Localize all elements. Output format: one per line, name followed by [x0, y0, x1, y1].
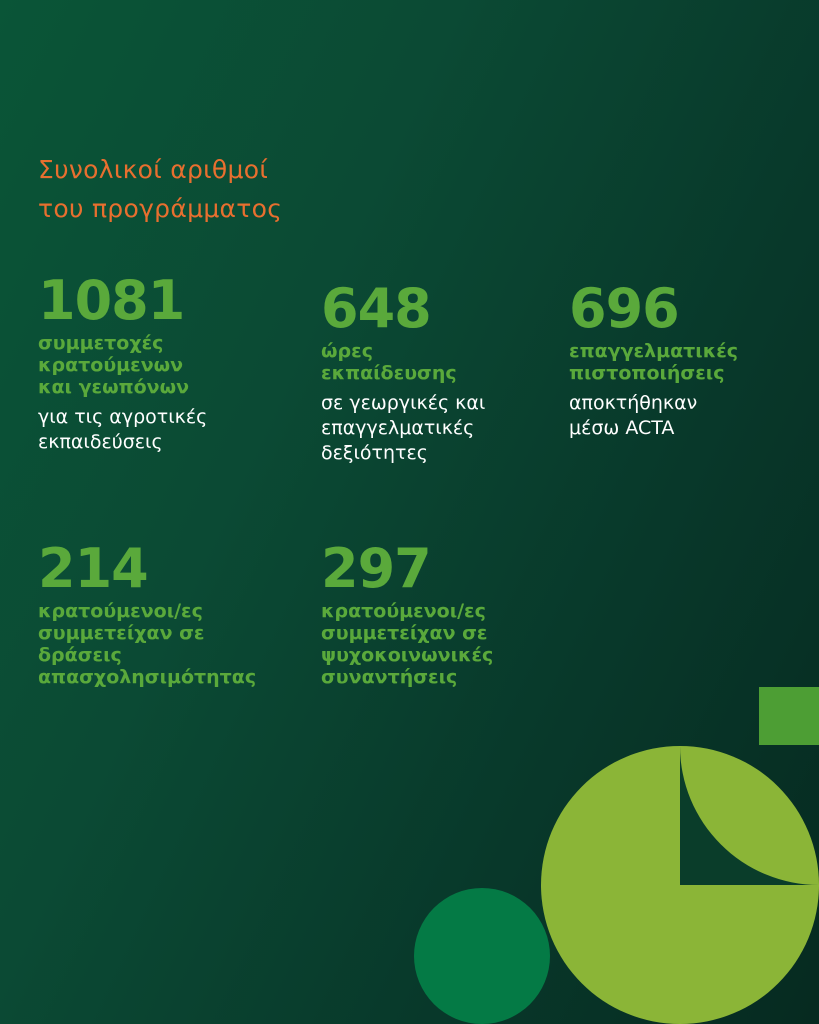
stat-number: 1081 [38, 269, 185, 332]
green-square-shape [759, 687, 819, 745]
stat-headline: συμμετοχές κρατούμενων και γεωπόνων [38, 332, 190, 398]
stat-number: 214 [38, 537, 148, 600]
stat-headline: κρατούμενοι/ες συμμετείχαν σε δράσεις απασχολησιμότητας [38, 600, 257, 688]
stat-headline: ώρες εκπαίδευσης [321, 340, 457, 384]
title-line-1: Συνολικοί αριθμοί [38, 155, 269, 184]
stat-number: 297 [321, 537, 431, 600]
stat-headline: επαγγελματικές πιστοποιήσεις [569, 340, 739, 384]
green-circle-shape [414, 888, 550, 1024]
stat-description: σε γεωργικές και επαγγελματικές δεξιότητες [321, 392, 486, 464]
stat-number: 696 [569, 277, 679, 340]
title-line-2: του προγράμματος [38, 194, 283, 223]
stat-headline: κρατούμενοι/ες συμμετείχαν σε ψυχοκοινωνικές συναντήσεις [321, 600, 494, 688]
stat-number: 648 [321, 277, 431, 340]
stat-description: αποκτήθηκαν μέσω ACTA [569, 392, 698, 439]
stat-description: για τις αγροτικές εκπαιδεύσεις [38, 406, 208, 453]
